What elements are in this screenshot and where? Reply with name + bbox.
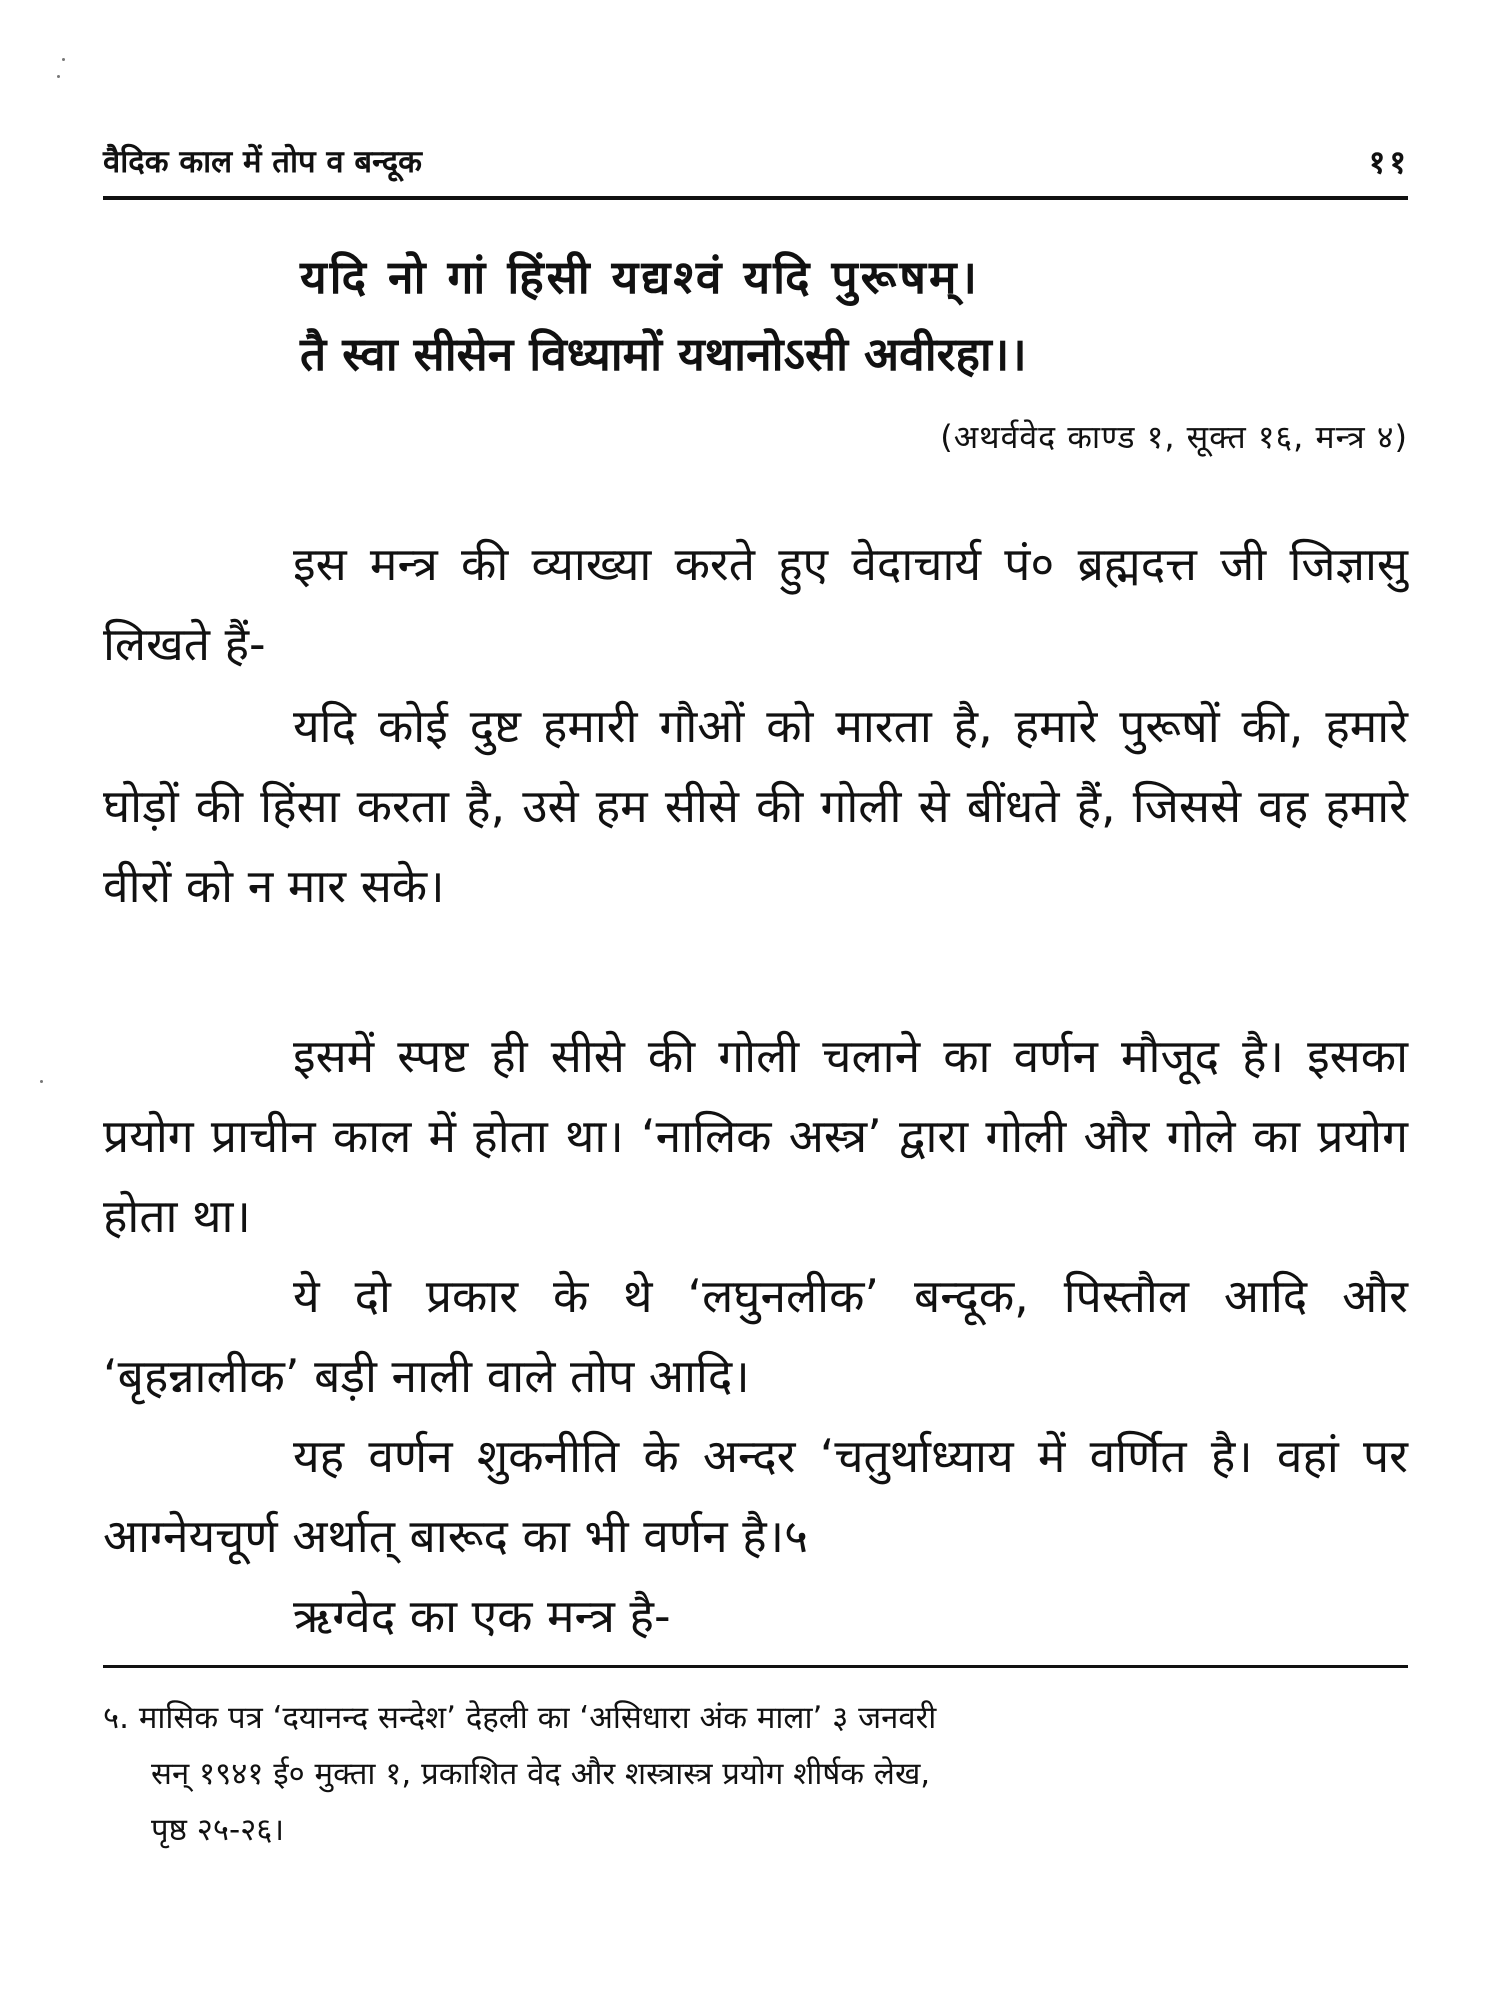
header-rule	[103, 196, 1408, 200]
verse-citation: (अथर्ववेद काण्ड १, सूक्त १६, मन्त्र ४)	[940, 418, 1408, 456]
scan-speck	[62, 58, 65, 61]
verse-line-1: यदि नो गां हिंसी यद्यश्वं यदि पुरूषम्।	[300, 250, 980, 304]
body-paragraph-3: इसमें स्पष्ट ही सीसे की गोली चलाने का वर्णन मौजूद है। इसका प्रयोग प्राचीन काल में होता था। ‘नालिक अस्त्र’ द्वारा गोली और गोले का प्रयोग होता था।	[103, 1029, 1408, 1243]
footnote-line-3: पृष्ठ २५-२६।	[151, 1812, 285, 1848]
footnote	[103, 1690, 1408, 1858]
body-paragraph-4: ये दो प्रकार के थे ‘लघुनलीक’ बन्दूक, पिस्तौल आदि और ‘बृहन्नालीक’ बड़ी नाली वाले तोप आदि।	[103, 1269, 1408, 1403]
body-paragraph-6: ऋग्वेद का एक मन्त्र है-	[293, 1589, 671, 1643]
scan-speck	[57, 75, 60, 78]
running-header-title: वैदिक काल में तोप व बन्दूक	[103, 144, 422, 180]
verse-line-2: तै स्वा सीसेन विध्यामों यथानोऽसी अवीरहा।।	[300, 327, 1027, 381]
footnote-rule	[103, 1665, 1408, 1668]
scan-speck	[40, 1080, 43, 1083]
body-paragraph-1: इस मन्त्र की व्याख्या करते हुए वेदाचार्य पं० ब्रह्मदत्त जी जिज्ञासु लिखते हैं-	[103, 537, 1408, 671]
page-number: ११	[1368, 143, 1410, 181]
footnote-line-2: सन् १९४१ ई० मुक्ता १, प्रकाशित वेद और शस्त्रास्त्र प्रयोग शीर्षक लेख,	[151, 1756, 931, 1792]
footnote-line-1: ५. मासिक पत्र ‘दयानन्द सन्देश’ देहली का ‘असिधारा अंक माला’ ३ जनवरी	[103, 1700, 937, 1736]
body-paragraph-2: यदि कोई दुष्ट हमारी गौओं को मारता है, हमारे पुरूषों की, हमारे घोड़ों की हिंसा करता है, उसे हम सीसे की गोली से बींधते हैं, जिससे वह हमारे वीरों को न मार सके।	[103, 699, 1408, 913]
body-paragraph-5: यह वर्णन शुकनीति के अन्दर ‘चतुर्थाध्याय में वर्णित है। वहां पर आग्नेयचूर्ण अर्थात् बारूद का भी वर्णन है।५	[103, 1429, 1408, 1563]
